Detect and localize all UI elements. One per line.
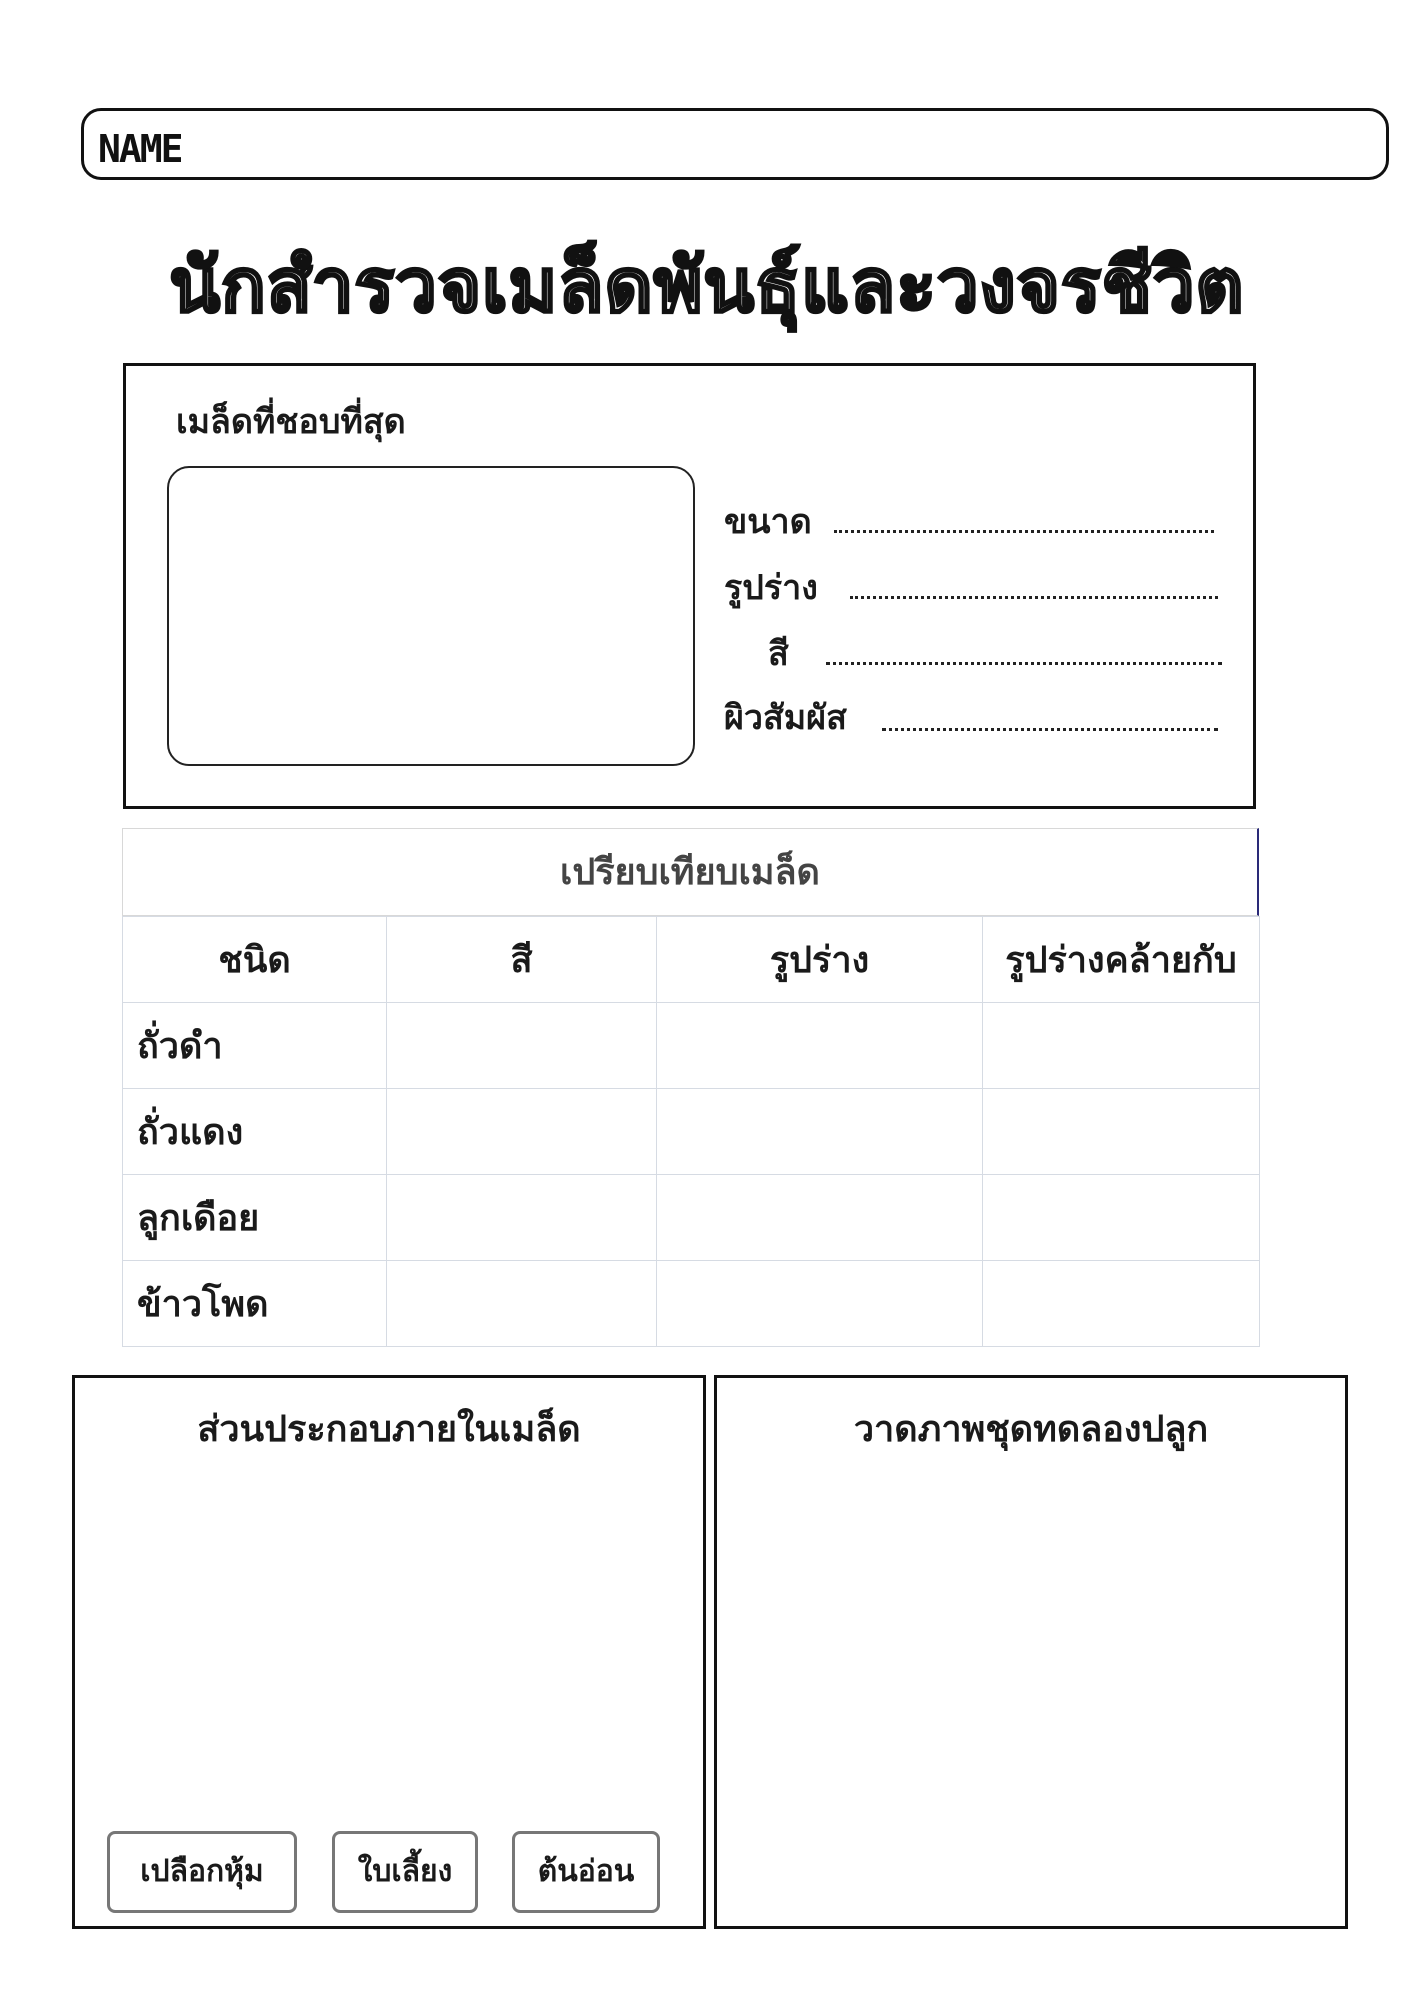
name-field[interactable] <box>81 108 1389 180</box>
seed-comparison <box>122 828 1259 1347</box>
seed-parts-title: ส่วนประกอบภายในเมล็ด <box>197 1409 581 1450</box>
seed-coat-label[interactable]: เปลือกหุ้ม <box>107 1831 297 1913</box>
color-label: สี <box>768 634 789 674</box>
table-cell[interactable] <box>387 1003 657 1089</box>
size-label: ขนาด <box>724 502 812 542</box>
table-cell[interactable] <box>983 1089 1260 1175</box>
column-similar-to: รูปร่างคล้ายกับ <box>983 917 1260 1003</box>
row-label: ถั่วดำ <box>123 1003 387 1089</box>
table-cell[interactable] <box>657 1003 983 1089</box>
table-row <box>123 1089 1260 1175</box>
table-cell[interactable] <box>983 1261 1260 1347</box>
table-cell[interactable] <box>983 1175 1260 1261</box>
planting-experiment-title: วาดภาพชุดทดลองปลูก <box>853 1409 1209 1450</box>
table-row <box>123 1175 1260 1261</box>
color-answer-line[interactable] <box>826 662 1222 665</box>
row-label: ถั่วแดง <box>123 1089 387 1175</box>
favorite-seed-heading: เมล็ดที่ชอบที่สุด <box>176 402 406 442</box>
favorite-seed-box <box>123 363 1256 809</box>
column-shape: รูปร่าง <box>657 917 983 1003</box>
size-answer-line[interactable] <box>834 530 1214 533</box>
comparison-title: เปรียบเทียบเมล็ด <box>122 828 1259 916</box>
planting-experiment-panel[interactable] <box>714 1375 1348 1929</box>
texture-label: ผิวสัมผัส <box>724 698 847 738</box>
shape-answer-line[interactable] <box>850 596 1218 599</box>
table-cell[interactable] <box>657 1261 983 1347</box>
table-cell[interactable] <box>657 1175 983 1261</box>
page-title: นักสำรวจเมล็ดพันธุ์และวงจรชีวิต <box>169 243 1245 329</box>
table-cell[interactable] <box>387 1175 657 1261</box>
name-label: NAME <box>98 127 182 171</box>
table-cell[interactable] <box>983 1003 1260 1089</box>
column-type: ชนิด <box>123 917 387 1003</box>
texture-answer-line[interactable] <box>882 728 1218 731</box>
column-color: สี <box>387 917 657 1003</box>
comparison-table <box>122 916 1260 1347</box>
embryo-label[interactable]: ต้นอ่อน <box>512 1831 660 1913</box>
seed-parts-panel[interactable] <box>72 1375 706 1929</box>
table-cell[interactable] <box>387 1089 657 1175</box>
seed-drawing-area[interactable] <box>167 466 695 766</box>
table-cell[interactable] <box>387 1261 657 1347</box>
cotyledon-label[interactable]: ใบเลี้ยง <box>332 1831 478 1913</box>
table-header-row <box>123 917 1260 1003</box>
table-row <box>123 1261 1260 1347</box>
table-cell[interactable] <box>657 1089 983 1175</box>
row-label: ลูกเดือย <box>123 1175 387 1261</box>
table-row <box>123 1003 1260 1089</box>
shape-label: รูปร่าง <box>724 568 818 608</box>
row-label: ข้าวโพด <box>123 1261 387 1347</box>
